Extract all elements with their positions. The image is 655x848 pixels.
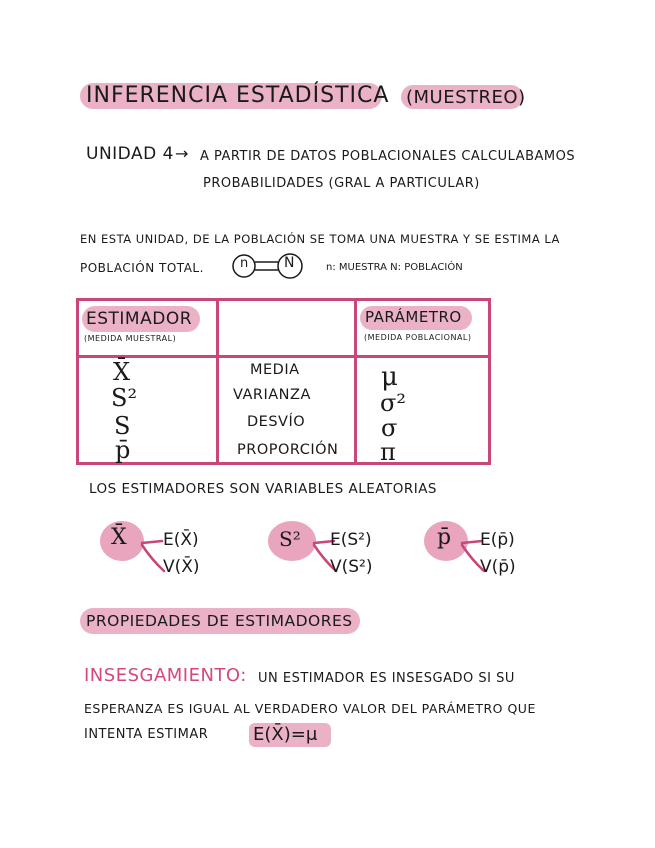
group-mean-symbol: X̄ [111,525,127,550]
unbiased-line-2: ESPERANZA ES IGUAL AL VERDADERO VALOR DEL PARÁMETRO QUE [84,701,536,716]
parameter-sd: σ [381,414,398,442]
page-title: INFERENCIA ESTADÍSTICA [86,83,390,108]
measure-mean: MEDIA [250,362,300,378]
estimator-sd: S [114,412,131,440]
unit-arrow: → [175,144,189,163]
estimator-subheader: (MEDIDA MUESTRAL) [84,334,177,343]
group-p-symbol: p̄ [437,525,452,550]
unbiased-line-3: INTENTA ESTIMAR [84,727,209,742]
parameter-subheader: (MEDIDA POBLACIONAL) [364,333,472,342]
estimator-proportion: p̄ [115,436,131,464]
n-legend: n: MUESTRA N: POBLACIÓN [326,262,463,273]
p-expectation: E(p̄) [480,530,515,550]
unbiased-term: INSESGAMIENTO: [84,665,247,686]
unit-line-2: PROBABILIDADES (GRAL A PARTICULAR) [203,176,480,191]
mean-expectation: E(X̄) [163,530,199,550]
unit-line-1: A PARTIR DE DATOS POBLACIONALES CALCULABAMOS [200,149,576,164]
measure-sd: DESVÍO [247,414,306,430]
measure-proportion: PROPORCIÓN [237,442,339,458]
estimator-mean: X̄ [113,358,131,386]
intro-line-1: EN ESTA UNIDAD, DE LA POBLACIÓN SE TOMA UNA MUESTRA Y SE ESTIMA LA [80,232,560,246]
random-vars-text: LOS ESTIMADORES SON VARIABLES ALEATORIAS [89,481,438,497]
intro-line-2: POBLACIÓN TOTAL. [80,261,204,275]
unit-label: UNIDAD 4 [86,144,174,164]
sample-n: n [240,256,249,271]
measure-variance: VARIANZA [233,387,311,403]
population-n: N [284,255,295,271]
unbiased-formula: E(X̄)=μ [253,724,318,745]
parameter-mean: μ [381,362,398,392]
estimator-variance: S² [111,384,138,412]
parameter-proportion: π [380,438,396,466]
p-variance: V(p̄) [480,557,516,577]
mean-variance: V(X̄) [163,557,200,577]
estimator-header: ESTIMADOR [86,309,193,329]
unbiased-line-1: UN ESTIMADOR ES INSESGADO SI SU [258,671,515,686]
s2-variance: V(S²) [330,557,373,577]
parameter-variance: σ² [380,389,407,417]
s2-expectation: E(S²) [330,530,372,550]
properties-heading: PROPIEDADES DE ESTIMADORES [86,612,353,630]
parameter-header: PARÁMETRO [365,308,462,326]
group-s2-symbol: S² [279,527,301,551]
page-subtitle: (MUESTREO) [406,87,526,108]
